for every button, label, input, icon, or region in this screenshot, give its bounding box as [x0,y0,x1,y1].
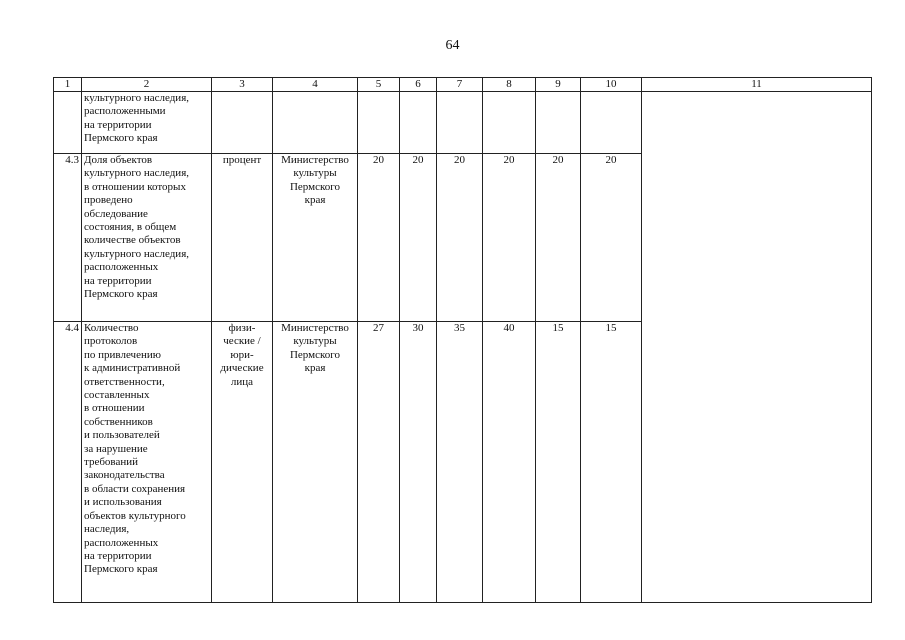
column-header-2: 2 [82,78,212,92]
responsible-body: Министерство культуры Пермского края [273,322,358,603]
value-col-10: 20 [581,154,642,322]
column-11-cell [642,92,872,603]
value-col-8: 40 [483,322,536,603]
responsible-body: Министерство культуры Пермского края [273,154,358,322]
value-col-7 [437,92,483,154]
value-col-9: 15 [536,322,581,603]
table-row [54,92,872,154]
unit-of-measure: физи- ческие / юри- дические лица [212,322,273,603]
column-header-10: 10 [581,78,642,92]
column-header-8: 8 [483,78,536,92]
column-header-5: 5 [358,78,400,92]
value-col-7: 20 [437,154,483,322]
table-header-row [54,78,872,92]
value-col-6: 30 [400,322,437,603]
value-col-10: 15 [581,322,642,603]
unit-of-measure [212,92,273,154]
responsible-body [273,92,358,154]
value-col-9: 20 [536,154,581,322]
value-col-8: 20 [483,154,536,322]
row-number [54,92,82,154]
column-header-1: 1 [54,78,82,92]
value-col-7: 35 [437,322,483,603]
value-col-5: 27 [358,322,400,603]
column-header-6: 6 [400,78,437,92]
value-col-5: 20 [358,154,400,322]
column-header-3: 3 [212,78,273,92]
value-col-6: 20 [400,154,437,322]
page-number: 64 [445,38,460,53]
unit-of-measure: процент [212,154,273,322]
row-number: 4.4 [54,322,82,603]
row-number: 4.3 [54,154,82,322]
value-col-10 [581,92,642,154]
column-header-11: 11 [642,78,872,92]
indicator-name: культурного наследия, расположенными на территории Пермского края [82,92,212,154]
value-col-9 [536,92,581,154]
column-header-7: 7 [437,78,483,92]
value-col-6 [400,92,437,154]
column-header-4: 4 [273,78,358,92]
column-header-9: 9 [536,78,581,92]
value-col-8 [483,92,536,154]
indicator-name: Количество протоколов по привлечению к административной ответственности, составленных в отношении собственников и пользователей за нарушение требований законодательства в области сохранения и использования объектов культурного наследия, расположенных на территории Пермского края [82,322,212,603]
value-col-5 [358,92,400,154]
indicators-table [53,77,872,603]
indicator-name: Доля объектов культурного наследия, в отношении которых проведено обследование состояния, в общем количестве объектов культурного наследия, расположенных на территории Пермского края [82,154,212,322]
